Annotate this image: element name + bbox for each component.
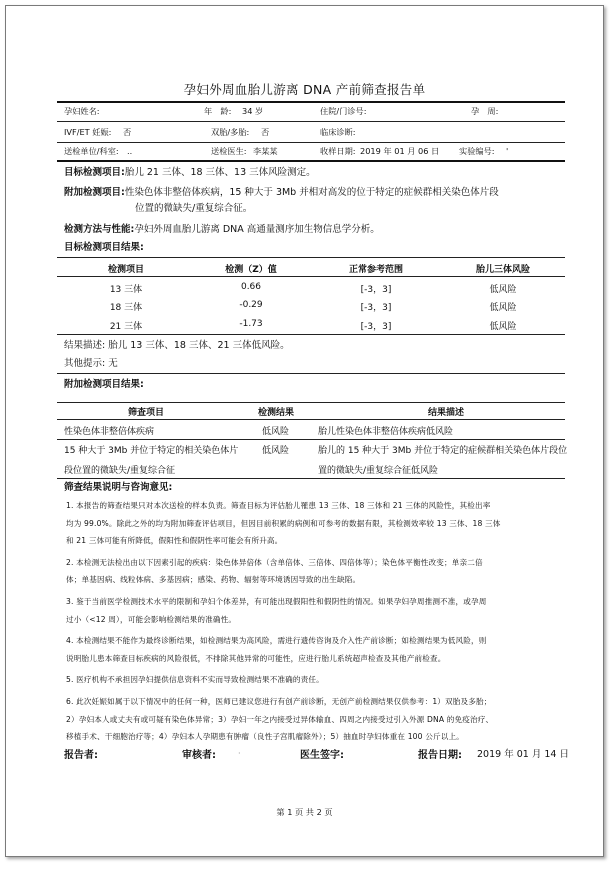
add-row-2-result: 低风险 bbox=[262, 446, 290, 456]
age-label: 年 龄: bbox=[204, 106, 232, 116]
section-divider bbox=[57, 373, 565, 374]
add-row-2-desc-line2: 置的微缺失/重复综合征低风险 bbox=[318, 466, 439, 476]
reviewer-label: 审核者: bbox=[182, 750, 216, 761]
doctor-sign-label: 医生签字: bbox=[300, 750, 344, 761]
unit-label: 送检单位/科室: bbox=[64, 146, 119, 156]
note-line: 体；单基因病、线粒体病、多基因病；感染、药物、辐射等环境诱因导致的出生缺陷。 bbox=[66, 575, 361, 585]
method-value: 孕妇外周血胎儿游离 DNA 高通量测序加生物信息学分析。 bbox=[134, 224, 380, 235]
hospital-no-label: 住院/门诊号: bbox=[320, 106, 367, 116]
target-col-item: 检测项目 bbox=[107, 265, 144, 275]
note-line: 1. 本报告的筛查结果只对本次送检的样本负责。筛查目标为评估胎儿罹患 13 三体、18 三体和 21 三体的风险性，其检出率 bbox=[66, 501, 491, 510]
ivf-label: IVF/ET 妊娠: bbox=[64, 127, 112, 137]
method-label: 检测方法与性能: bbox=[64, 224, 135, 235]
other-hint: 其他提示: 无 bbox=[64, 358, 118, 369]
report-title: 孕妇外周血胎儿游离 DNA 产前筛查报告单 bbox=[183, 82, 426, 97]
lab-no-label: 实验编号: bbox=[459, 146, 495, 156]
target-table-bottom bbox=[57, 334, 565, 335]
patient-name-label: 孕妇姓名: bbox=[64, 106, 100, 116]
add-row-2-desc-line1: 胎儿的 15 种大于 3Mb 并位于特定的症候群相关染色体片段位 bbox=[318, 446, 568, 456]
diagnosis-label: 临床诊断: bbox=[320, 127, 356, 137]
table-row-13-risk: 低风险 bbox=[489, 285, 517, 295]
table-row-13-z: 0.66 bbox=[240, 282, 262, 292]
table-row-21-z: -1.73 bbox=[239, 319, 263, 329]
note-line: 均为 99.0%。除此之外的均为附加筛查评估项目，但因目前积累的病例和可参考的数据有限，其检测效率较 13 三体、18 三体 bbox=[66, 518, 501, 528]
table-row-18-z: -0.29 bbox=[239, 300, 263, 310]
target-col-risk: 胎儿三体风险 bbox=[475, 265, 530, 275]
target-header-divider bbox=[57, 276, 565, 277]
page-footer: 第 1 页 共 2 页 bbox=[276, 807, 333, 817]
result-description: 结果描述: 胎儿 13 三体、18 三体、21 三体低风险。 bbox=[64, 340, 290, 351]
twin-label: 双胎/多胎: bbox=[211, 127, 250, 137]
additional-test-label: 附加检测项目: bbox=[64, 187, 125, 198]
table-row-13-item: 13 三体 bbox=[109, 285, 143, 295]
table-row-18-risk: 低风险 bbox=[489, 303, 517, 313]
additional-test-line2: 位置的微缺失/重复综合征。 bbox=[135, 203, 253, 214]
reviewer-mark: · bbox=[238, 748, 241, 758]
add-row-2-item-line1: 15 种大于 3Mb 并位于特定的相关染色体片 bbox=[64, 446, 239, 456]
notes-body bbox=[66, 497, 564, 746]
twin-value: 否 bbox=[261, 127, 270, 137]
add-table-top bbox=[57, 402, 565, 403]
target-table-top bbox=[57, 257, 565, 258]
report-date-label: 报告日期: bbox=[418, 750, 462, 761]
note-line: 过小（<12 周），可能会影响检测结果的准确性。 bbox=[66, 614, 237, 624]
note-line: 说明胎儿患本筛查目标疾病的风险很低，不排除其他异常的可能性，应进行胎儿系统超声检查及其他产前检查。 bbox=[66, 653, 446, 663]
report-date-value: 2019 年 01 月 14 日 bbox=[477, 749, 569, 760]
info-divider-1 bbox=[57, 121, 565, 122]
title-divider bbox=[57, 101, 565, 103]
doctor-label: 送检医生: bbox=[211, 146, 247, 156]
add-row-1-item: 性染色体非整倍体疾病 bbox=[64, 427, 155, 437]
target-col-range: 正常参考范围 bbox=[348, 265, 403, 275]
add-col-result: 检测结果 bbox=[257, 408, 294, 418]
target-test-label: 目标检测项目: bbox=[64, 167, 125, 178]
target-test-value: 胎儿 21 三体、18 三体、13 三体风险测定。 bbox=[124, 167, 316, 178]
target-test bbox=[64, 164, 316, 181]
report-page bbox=[5, 5, 604, 857]
add-col-desc: 结果描述 bbox=[427, 408, 464, 418]
gestation-label: 孕 周: bbox=[471, 106, 499, 116]
info-divider-3 bbox=[57, 160, 565, 162]
add-row-1-desc: 胎儿性染色体非整倍体疾病低风险 bbox=[318, 427, 454, 437]
age-value: 34 岁 bbox=[242, 106, 264, 116]
note-line: 4. 本检测结果不能作为最终诊断结果，如检测结果为高风险，需进行遗传咨询及介入性产前诊断；如检测结果为低风险，则 bbox=[66, 636, 487, 646]
target-col-z: 检测（Z）值 bbox=[225, 265, 277, 275]
table-row-13-range: [-3，3] bbox=[360, 285, 392, 295]
table-row-21-risk: 低风险 bbox=[489, 322, 517, 332]
add-header-divider bbox=[57, 419, 565, 420]
notes-heading: 筛查结果说明与咨询意见: bbox=[64, 482, 173, 493]
add-row-1-result: 低风险 bbox=[262, 427, 290, 437]
method bbox=[64, 221, 380, 238]
note-line: 2. 本检测无法检出由以下因素引起的疾病：染色体异倍体（含单倍体、三倍体、四倍体等）；染色体平衡性改变；单亲二倍 bbox=[66, 557, 483, 567]
table-row-18-range: [-3，3] bbox=[360, 303, 392, 313]
note-line: 移植手术、干细胞治疗等；4）孕妇本人孕期患有肿瘤（良性子宫肌瘤除外）；5）抽血时孕妇体重在 100 公斤以上。 bbox=[66, 732, 464, 742]
note-line: 6. 此次妊娠如属于以下情况中的任何一种，医师已建议您进行有创产前诊断，无创产前检测结果仅供参考：1）双胎及多胎； bbox=[66, 696, 492, 706]
info-divider-2 bbox=[57, 142, 565, 143]
table-row-21-item: 21 三体 bbox=[109, 322, 143, 332]
target-results-heading: 目标检测项目结果: bbox=[64, 242, 144, 253]
additional-test-line1: 性染色体非整倍体疾病，15 种大于 3Mb 并相对高发的位于特定的症候群相关染色体片段 bbox=[124, 187, 499, 198]
note-line: 5. 医疗机构不承担因孕妇提供信息资料不实而导致检测结果不准确的责任。 bbox=[66, 675, 324, 685]
table-row-21-range: [-3，3] bbox=[360, 322, 392, 332]
unit-value: .. bbox=[127, 146, 133, 156]
note-line: 和 21 三体可能有所降低，假阳性和假阴性率可能会有所升高。 bbox=[66, 536, 283, 546]
sample-date-label: 收样日期: bbox=[320, 146, 356, 156]
table-row-18-item: 18 三体 bbox=[109, 303, 143, 313]
lab-no-value: ' bbox=[506, 146, 509, 156]
note-line: 2）孕妇本人或丈夫有或可疑有染色体异常；3）孕妇一年之内接受过异体输血、四周之内接受过引入外源 DNA 的免疫治疗、 bbox=[66, 714, 494, 724]
additional-results-heading: 附加检测项目结果: bbox=[64, 379, 144, 390]
note-line: 3. 鉴于当前医学检测技术水平的限制和孕妇个体差异，有可能出现假阳性和假阴性的情况。如果孕妇孕周推测不准，或孕周 bbox=[66, 596, 487, 606]
add-col-item: 筛查项目 bbox=[127, 408, 164, 418]
additional-test bbox=[64, 184, 499, 201]
ivf-value: 否 bbox=[123, 127, 132, 137]
doctor-value: 李某某 bbox=[253, 146, 278, 156]
reporter-label: 报告者: bbox=[64, 750, 98, 761]
sample-date-value: 2019 年 01 月 06 日 bbox=[360, 146, 440, 156]
add-row-2-item-line2: 段位置的微缺失/重复综合征 bbox=[64, 466, 176, 476]
add-row-divider bbox=[57, 439, 565, 440]
